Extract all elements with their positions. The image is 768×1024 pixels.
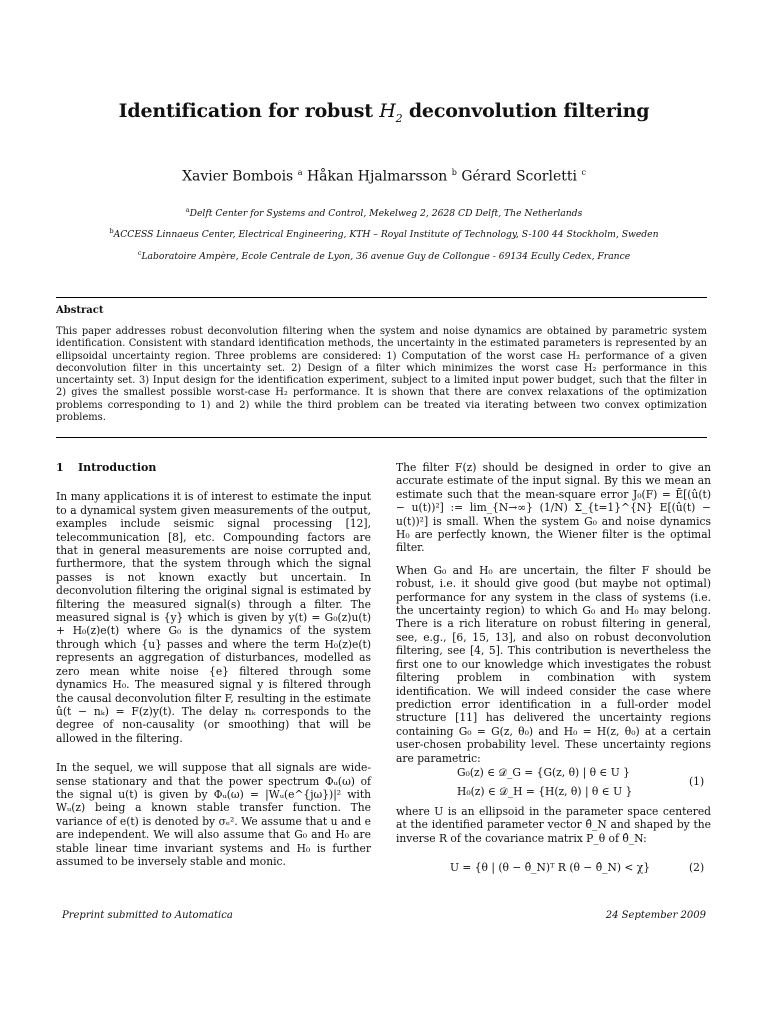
footer-preprint: Preprint submitted to Automatica: [62, 910, 233, 921]
right-column-continued: [396, 805, 711, 845]
right-column: [396, 461, 711, 765]
abstract-text: This paper addresses robust deconvolution filtering when the system and noise dynamics are obtained by parametric system identification. Consistent with standard identification methods, the uncertainty in the estimated parameters is represented by an ellipsoidal uncertainty region. Three problems are considered: 1) Computation of the worst case H₂ performance of a given deconvolution filter in this uncertainty set. 2) Design of a filter which minimizes the worst case H₂ performance in this uncertainty set. 3) Input design for the identification experiment, subject to a limited input power budget, such that the filter in 2) gives the smallest possible worst-case H₂ performance. It is shown that there are convex relaxations of the optimization problems corresponding to 1) and 2) while the third problem can be treated via iterating between two convex optimization problems.: [56, 326, 707, 424]
author-list: [0, 168, 768, 185]
intro-paragraph-2: In the sequel, we will suppose that all signals are wide-sense stationary and that the power spectrum Φᵤ(ω) of the signal u(t) is given by Φᵤ(ω) = |Wᵤ(e^{jω})|² with Wᵤ(z) being a known stable transfer function. The variance of e(t) is denoted by σₑ². We assume that u and e are independent. We will also assume that G₀ and H₀ are stable linear time invariant systems and H₀ is further assumed to be inversely stable and monic.: [56, 761, 371, 868]
footer-date: 24 September 2009: [605, 910, 706, 921]
author-mark: b: [451, 168, 457, 177]
author-name: Gérard Scorletti: [461, 168, 577, 185]
author-name: Xavier Bombois: [182, 168, 294, 185]
equation-1b: H₀(z) ∈ 𝒟_H = {H(z, θ) | θ ∈ U }: [457, 785, 633, 798]
equation-2-number: (2): [689, 861, 705, 874]
author-mark: c: [581, 168, 586, 177]
title-math-h: $H_2$: [379, 100, 403, 125]
affiliation: $^c$Laboratoire Ampère, Ecole Centrale de Lyon, 36 avenue Guy de Collongue - 69134 Ecully Cedex, France: [137, 249, 631, 263]
left-column: [56, 461, 371, 868]
affiliation: $^b$ACCESS Linnaeus Center, Electrical Engineering, KTH – Royal Institute of Technology, S-100 44 Stockholm, Sweden: [109, 227, 659, 241]
abstract-heading: Abstract: [56, 305, 104, 316]
paper-title: Identification for robust $H_2$ deconvolution filtering: [118, 100, 650, 125]
intro-paragraph-3: The filter F(z) should be designed in order to give an accurate estimate of the input signal. By this we mean an estimate such that the mean-square error J₀(F) = Ē[(û(t) − u(t))²] := lim_{N→∞} (1/N) Σ_{t=1}^{N} E[(û(t) − u(t))²] is small. When the system G₀ and noise dynamics H₀ are perfectly known, the Wiener filter is the optimal filter.: [396, 461, 711, 555]
author-name: Håkan Hjalmarsson: [306, 168, 448, 185]
author-mark: a: [297, 168, 303, 177]
intro-paragraph-4: When G₀ and H₀ are uncertain, the filter F should be robust, i.e. it should give good (but maybe not optimal) performance for any system in the class of systems (i.e. the uncertainty region) to which G₀ and H₀ may belong. There is a rich literature on robust filtering in general, see, e.g., [6, 15, 13], and also on robust deconvolution filtering, see [4, 5]. This contribution is nevertheless the first one to our knowledge which investigates the robust filtering problem in combination with system identification. We will indeed consider the case where prediction error identification in a full-order model structure [11] has delivered the uncertainty regions containing G₀ = G(z, θ₀) and H₀ = H(z, θ₀) at a certain user-chosen probability level. These uncertainty regions are parametric:: [396, 563, 711, 765]
equation-1-number: (1): [689, 775, 705, 788]
abstract-bottom-rule: [56, 437, 707, 438]
abstract-top-rule: [56, 297, 707, 298]
equation-2: U = {θ | (θ − θ̂_N)ᵀ R (θ − θ̂_N) < χ}: [450, 861, 651, 874]
uncertainty-paragraph: where U is an ellipsoid in the parameter space centered at the identified parameter vector θ̂_N and shaped by the inverse R of the covariance matrix P_θ of θ̂_N:: [396, 805, 711, 845]
section-heading: 1 Introduction: [56, 461, 157, 474]
intro-paragraph-1: In many applications it is of interest to estimate the input to a dynamical system given measurements of the output, examples include seismic signal processing [12], telecommunication [8], etc. Compounding factors are that in general measurements are noise corrupted and, furthermore, that the system through which the signal passes is not known exactly but uncertain. In deconvolution filtering the original signal is estimated by filtering the measured signal(s) through a filter. The measured signal is {y} which is given by y(t) = G₀(z)u(t) + H₀(z)e(t) where G₀ is the dynamics of the system through which {u} passes and where the term H₀(z)e(t) represents an aggregation of disturbances, modelled as zero mean white noise {e} filtered through some dynamics H₀. The measured signal y is filtered through the causal deconvolution filter F, resulting in the estimate û(t − nₖ) = F(z)y(t). The delay nₖ corresponds to the degree of non-causality (or smoothing) that will be allowed in the filtering.: [56, 490, 371, 745]
affiliation: $^a$Delft Center for Systems and Control, Mekelweg 2, 2628 CD Delft, The Netherlands: [185, 206, 583, 220]
equation-1a: G₀(z) ∈ 𝒟_G = {G(z, θ) | θ ∈ U }: [457, 766, 630, 779]
